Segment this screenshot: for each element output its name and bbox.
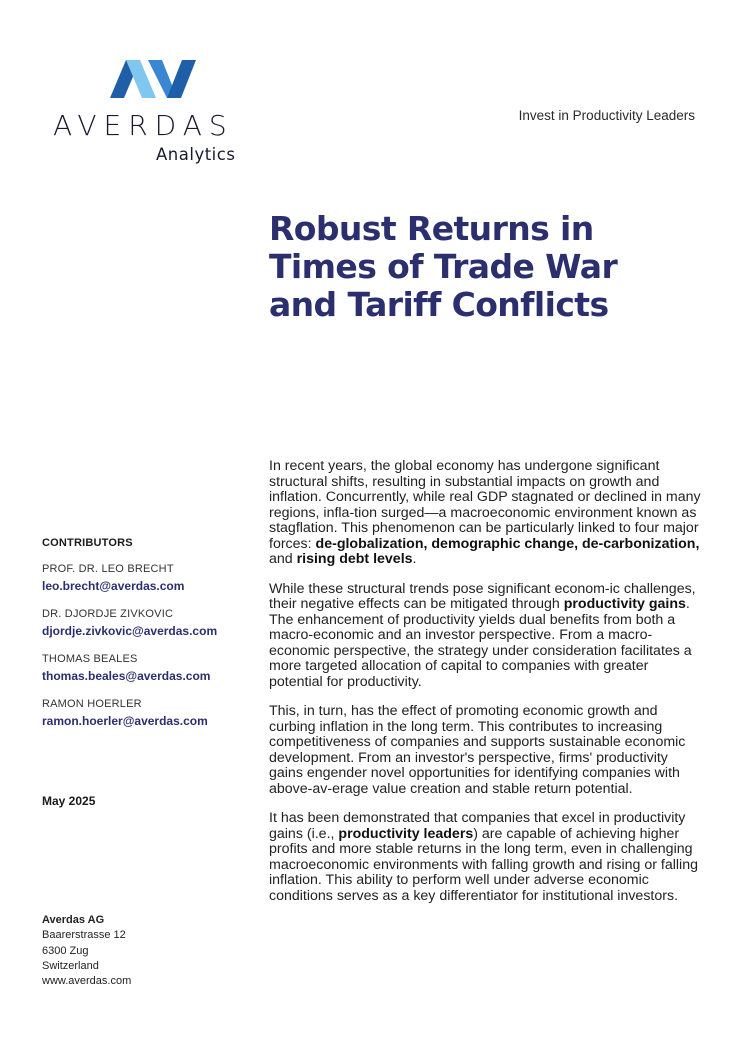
company-address <box>42 913 131 989</box>
body-paragraph: It has been demonstrated that companies that excel in productivity gains (i.e., productivity leaders) are capable of achieving higher profits and more stable returns in the long term, even in challenging macroeconomic environments with falling growth and rising or falling inflation. This ability to perform well under adverse economic conditions serves as a key differentiator for institutional investors. <box>269 810 698 904</box>
contributor-name: PROF. DR. LEO BRECHT <box>42 563 174 575</box>
header-tagline: Invest in Productivity Leaders <box>518 108 695 123</box>
website-link[interactable]: www.averdas.com <box>42 975 132 988</box>
logo-subtitle: Analytics <box>156 145 236 164</box>
contributor-name: RAMON HOERLER <box>42 698 142 710</box>
publication-date: May 2025 <box>42 794 96 808</box>
address-street: Baarerstrasse 12 <box>42 929 126 942</box>
contributors-panel <box>42 537 252 742</box>
contributor-name: THOMAS BEALES <box>42 653 138 665</box>
company-name: Averdas AG <box>42 914 105 926</box>
contributor-email-link[interactable]: thomas.beales@averdas.com <box>42 669 211 683</box>
body-paragraph: While these structural trends pose significant econom-ic challenges, their negative effects can be mitigated through productivity gains. The enhancement of productivity yields dual benefits from both a macro-economic and an investor perspective. From a macro-economic perspective, the strategy under consideration facilitates a more targeted allocation of capital to companies with greater potential for productivity. <box>269 580 696 690</box>
contributor-entry <box>42 697 252 730</box>
contributor-entry <box>42 607 252 640</box>
title-line-3: and Tariff Conflicts <box>269 285 609 324</box>
body-paragraph: This, in turn, has the effect of promoting economic growth and curbing inflation in the long term. This contributes to increasing competitiveness of companies and supports sustainable economic development. From an investor's perspective, firms' productivity gains engender novel opportunities for identifying companies with above-av-erage value creation and stable return potential. <box>269 703 686 797</box>
averdas-logo-icon <box>110 58 196 100</box>
contributor-entry <box>42 652 252 685</box>
body-paragraph: In recent years, the global economy has undergone significant structural shifts, resulting in substantial impacts on growth and inflation. Concurrently, while real GDP stagnated or declined in many regions, infla-tion surged—a macroeconomic environment known as stagflation. This phenomenon can be particularly linked to four major forces: de-globalization, demographic change, de-carbonization, and rising debt levels. <box>269 458 701 567</box>
contributor-email-link[interactable]: djordje.zivkovic@averdas.com <box>42 624 218 638</box>
logo-stroke-4 <box>167 60 196 98</box>
contributor-entry <box>42 562 252 595</box>
title-line-2: Times of Trade War <box>269 247 618 286</box>
title-line-1: Robust Returns in <box>269 209 594 248</box>
contributors-heading: CONTRIBUTORS <box>42 537 133 549</box>
logo-wordmark: AVERDAS <box>53 109 234 142</box>
address-city: 6300 Zug <box>42 944 89 957</box>
page-title <box>269 210 689 324</box>
contributor-email-link[interactable]: leo.brecht@averdas.com <box>42 579 185 593</box>
address-country: Switzerland <box>42 959 99 972</box>
contributor-email-link[interactable]: ramon.hoerler@averdas.com <box>42 714 208 728</box>
article-body <box>269 459 702 918</box>
contributor-name: DR. DJORDJE ZIVKOVIC <box>42 608 174 620</box>
